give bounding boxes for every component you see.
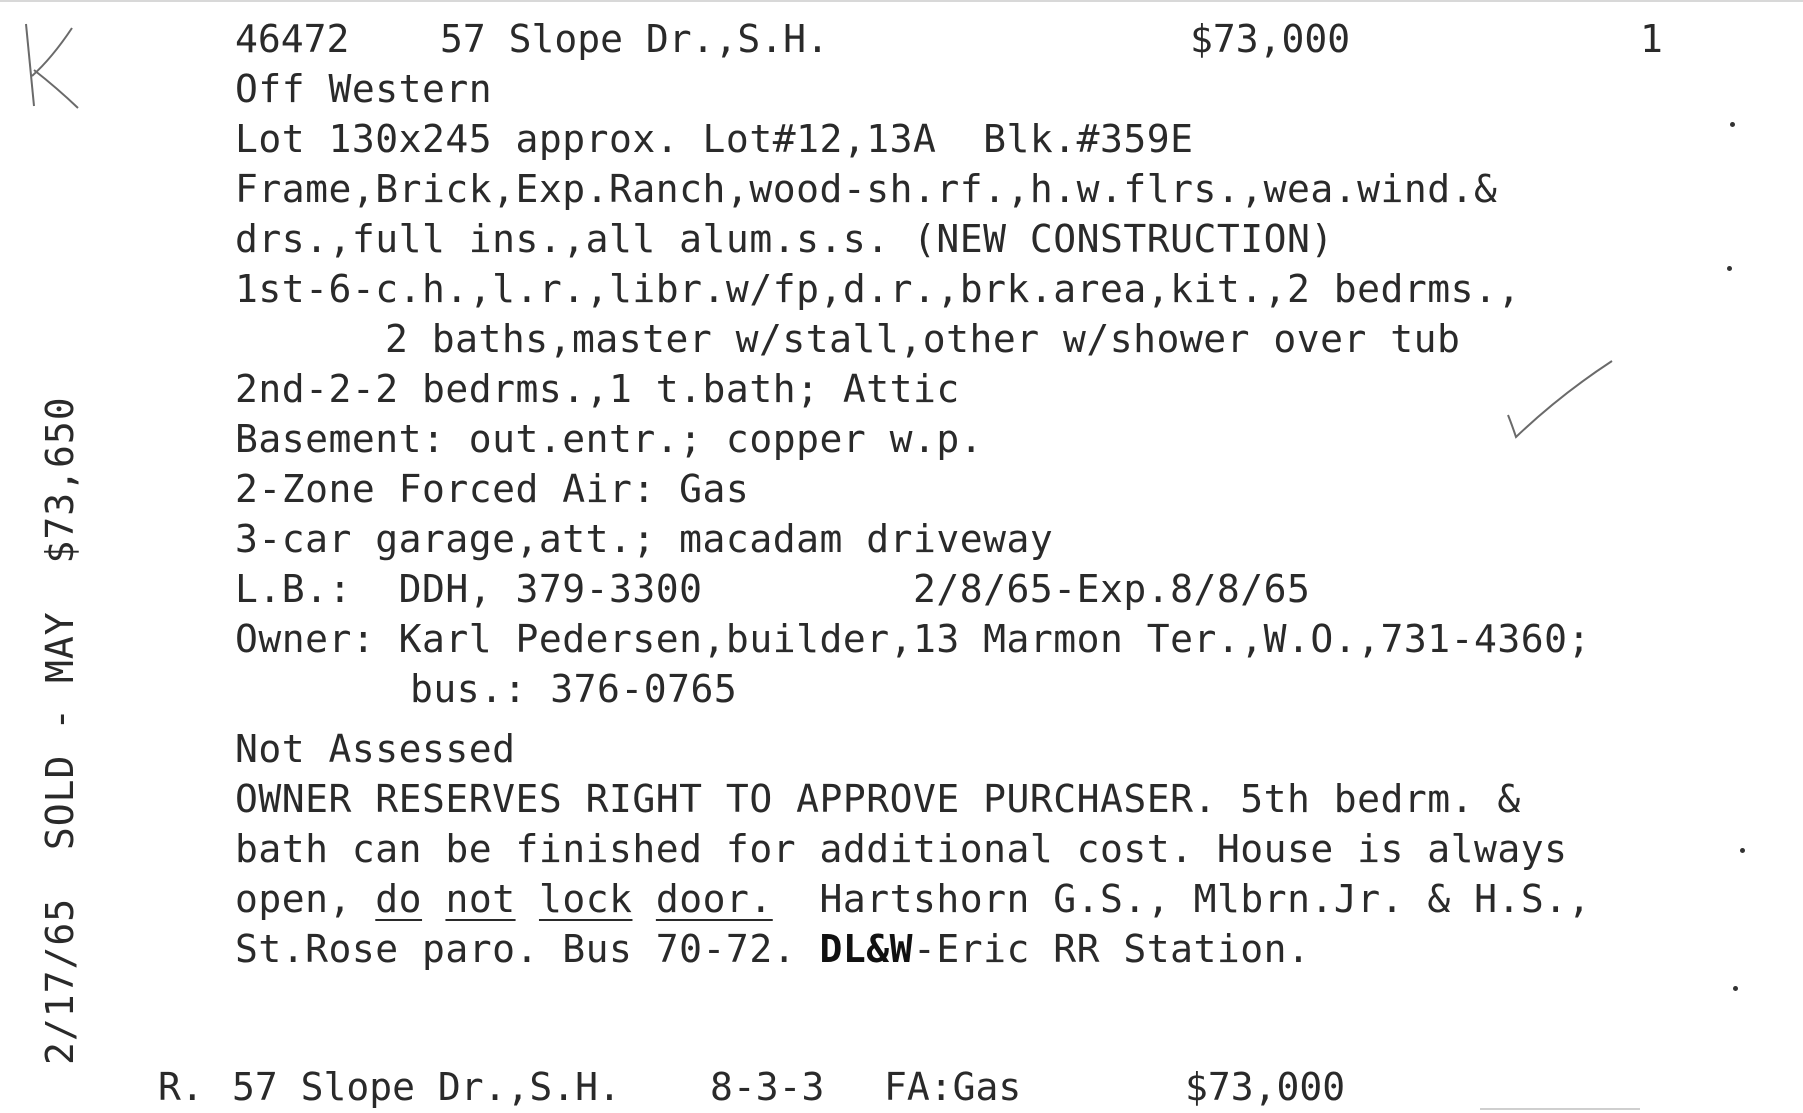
body-line: Owner: Karl Pedersen,builder,13 Marmon Ter.,W.O.,731-4360; [235, 617, 1591, 661]
bottom-edge-rule [1480, 1108, 1640, 1110]
text-bus: St.Rose paro. Bus 70-72. [235, 927, 820, 971]
body-line: 1st-6-c.h.,l.r.,libr.w/fp,d.r.,brk.area,kit.,2 bedrms., [235, 267, 1521, 311]
body-line: drs.,full ins.,all alum.s.s. (NEW CONSTRUCTION) [235, 217, 1334, 261]
handwritten-k-mark [12, 18, 82, 113]
body-line: OWNER RESERVES RIGHT TO APPROVE PURCHASER. 5th bedrm. & [235, 777, 1521, 821]
body-line: 2nd-2-2 bedrms.,1 t.bath; Attic [235, 367, 960, 411]
sold-side-note: 2/17/65 SOLD - MAY $73,650 [38, 396, 82, 1065]
body-line: Basement: out.entr.; copper w.p. [235, 417, 984, 461]
margin-dot [1730, 122, 1735, 127]
footer-rooms: 8-3-3 [710, 1065, 825, 1109]
text-schools: Hartshorn G.S., Mlbrn.Jr. & H.S., [772, 877, 1591, 921]
listing-number: 46472 [235, 17, 350, 61]
footer-prefix: R. [158, 1065, 204, 1109]
body-line-open-door [235, 874, 1591, 924]
body-line: Frame,Brick,Exp.Ranch,wood-sh.rf.,h.w.flrs.,wea.wind.& [235, 167, 1498, 211]
footer-address: 57 Slope Dr.,S.H. [232, 1065, 621, 1109]
body-line-station [235, 924, 1310, 974]
margin-dot [1733, 986, 1738, 991]
body-line: bus.: 376-0765 [410, 667, 738, 711]
underlined-word: lock [538, 877, 633, 921]
listing-address: 57 Slope Dr.,S.H. [440, 17, 829, 61]
margin-dot [1740, 848, 1745, 853]
body-line: 2 baths,master w/stall,other w/shower over tub [385, 317, 1461, 361]
body-line: Off Western [235, 67, 493, 111]
railroad-name: DL&W [819, 927, 913, 971]
body-line: bath can be finished for additional cost. House is always [235, 827, 1568, 871]
listing-price: $73,000 [1190, 17, 1351, 61]
top-edge-rule [0, 0, 1803, 2]
body-line: 2-Zone Forced Air: Gas [235, 467, 750, 511]
checkmark-icon [1500, 355, 1620, 445]
underlined-word: do [375, 877, 423, 921]
footer-heat: FA:Gas [884, 1065, 1022, 1109]
text-open: open, [235, 877, 376, 921]
body-line: Lot 130x245 approx. Lot#12,13A Blk.#359E [235, 117, 1194, 161]
text-station: -Eric RR Station. [912, 927, 1311, 971]
body-line: L.B.: DDH, 379-3300 2/8/65-Exp.8/8/65 [235, 567, 1311, 611]
footer-price: $73,000 [1185, 1065, 1346, 1109]
card-number: 1 [1640, 17, 1663, 61]
body-line: Not Assessed [235, 727, 516, 771]
body-line: 3-car garage,att.; macadam driveway [235, 517, 1054, 561]
underlined-word: not [445, 877, 516, 921]
margin-dot [1727, 266, 1732, 271]
underlined-word: door. [655, 877, 773, 921]
